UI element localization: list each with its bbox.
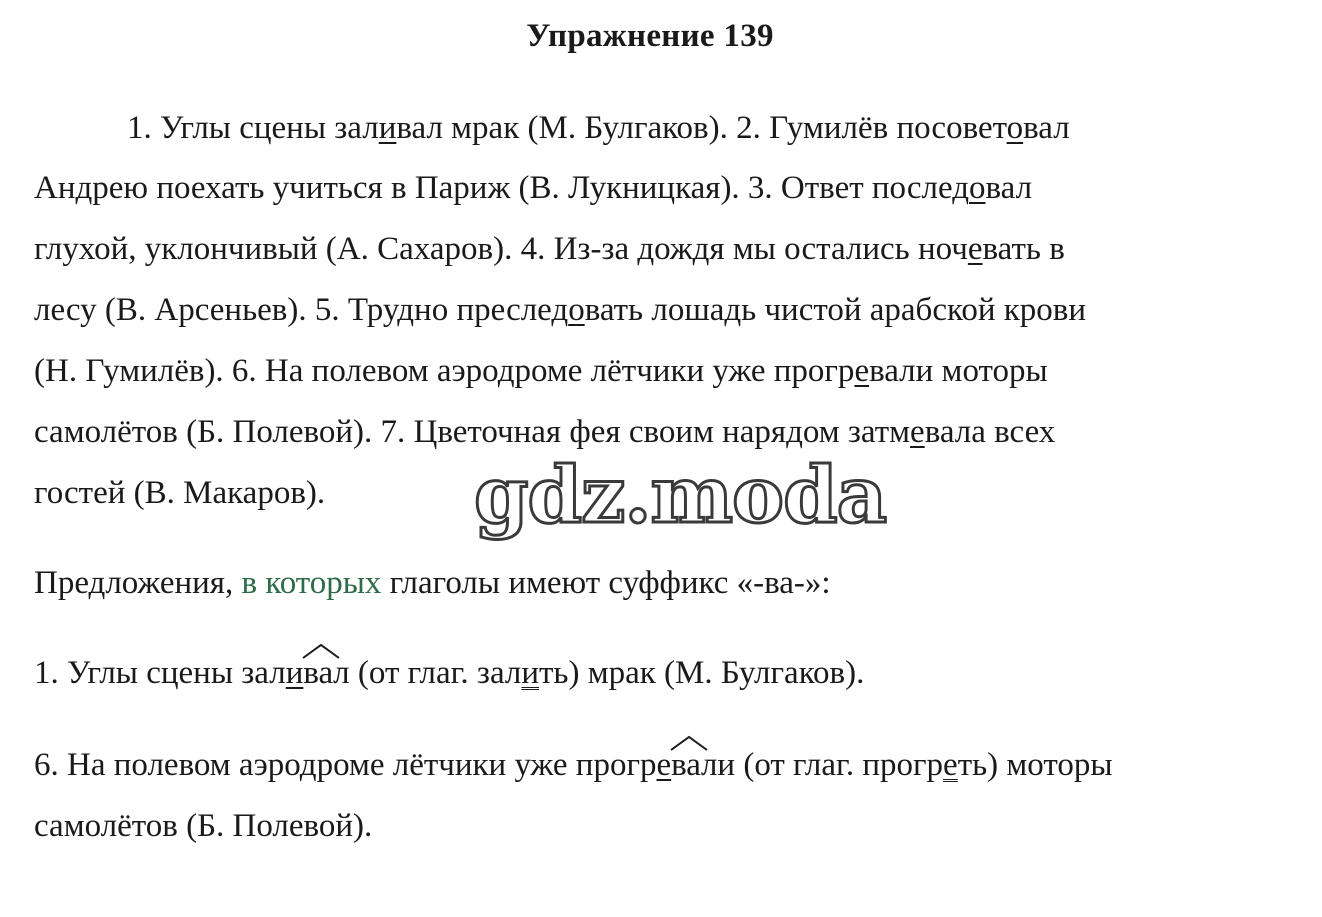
paragraph-line-4	[34, 292, 1086, 329]
text-fragment: глаголы имеют суффикс «-ва-»:	[381, 565, 831, 601]
suffix-text: ва	[303, 655, 334, 691]
underlined-vowel: е	[910, 414, 925, 450]
text-fragment: вала всех	[924, 414, 1056, 450]
text-fragment: вать в	[982, 231, 1065, 267]
text-fragment: л (от глаг. зал	[333, 655, 522, 691]
text-fragment: самолётов (Б. Полевой).	[34, 808, 373, 844]
text-fragment: 1. Углы сцены зал	[34, 655, 286, 691]
underlined-vowel: е	[854, 353, 870, 389]
suffix-text: ва	[671, 747, 701, 783]
answer-intro	[34, 565, 831, 602]
underlined-vowel: и	[285, 655, 304, 691]
underlined-vowel: о	[969, 170, 986, 206]
text-fragment: лесу (В. Арсеньев). 5. Трудно преслед	[34, 292, 569, 328]
text-fragment: глухой, уклончивый (А. Сахаров). 4. Из-за дождя мы остались ноч	[34, 231, 968, 267]
paragraph-line-3	[34, 231, 1065, 268]
text-fragment: вать лошадь чистой арабской крови	[584, 292, 1087, 328]
text-fragment: ть) моторы	[957, 747, 1113, 783]
text-fragment: ли (от глаг. прогр	[700, 747, 944, 783]
paragraph-line-5	[34, 353, 1048, 390]
text-fragment: вали моторы	[869, 353, 1048, 389]
suffix-arc-icon	[301, 643, 341, 659]
underlined-vowel: о	[1006, 110, 1024, 146]
text-fragment: гостей (В. Макаров).	[34, 475, 326, 511]
paragraph-line-1	[127, 110, 1070, 147]
underlined-vowel: о	[568, 292, 585, 328]
text-fragment: (Н. Гумилёв). 6. На полевом аэродроме лётчики уже прогр	[34, 353, 855, 389]
text-fragment: 1. Углы сцены зал	[127, 110, 379, 146]
double-underlined-vowel: и	[521, 655, 540, 691]
answer-2-line-1	[34, 747, 1113, 784]
watermark-logo: gdz.moda	[474, 450, 887, 541]
exercise-title: Упражнение 139	[526, 18, 774, 54]
text-fragment: Андрею поехать учиться в Париж (В. Лукницкая). 3. Ответ послед	[34, 170, 969, 206]
double-underlined-vowel: е	[943, 747, 958, 783]
text-fragment: ть) мрак (М. Булгаков).	[539, 655, 865, 691]
text-fragment: вал мрак (М. Булгаков). 2. Гумилёв посовет	[396, 110, 1007, 146]
text-fragment: Предложения,	[34, 565, 242, 601]
text-fragment: самолётов (Б. Полевой). 7. Цветочная фея своим нарядом затм	[34, 414, 911, 450]
underlined-vowel: е	[656, 747, 672, 783]
suffix-marked	[303, 655, 333, 692]
text-fragment: в которых	[241, 565, 382, 601]
text-fragment: вал	[985, 170, 1033, 206]
paragraph-line-7	[34, 475, 325, 512]
paragraph-line-2	[34, 170, 1032, 207]
suffix-arc-icon	[669, 735, 709, 751]
underlined-vowel: и	[378, 110, 397, 146]
answer-2-line-2	[34, 808, 372, 845]
text-fragment: вал	[1023, 110, 1070, 146]
paragraph-line-6	[34, 414, 1055, 451]
suffix-marked	[671, 747, 701, 784]
answer-1	[34, 655, 864, 692]
underlined-vowel: е	[967, 231, 983, 267]
text-fragment: 6. На полевом аэродроме лётчики уже прогр	[34, 747, 657, 783]
